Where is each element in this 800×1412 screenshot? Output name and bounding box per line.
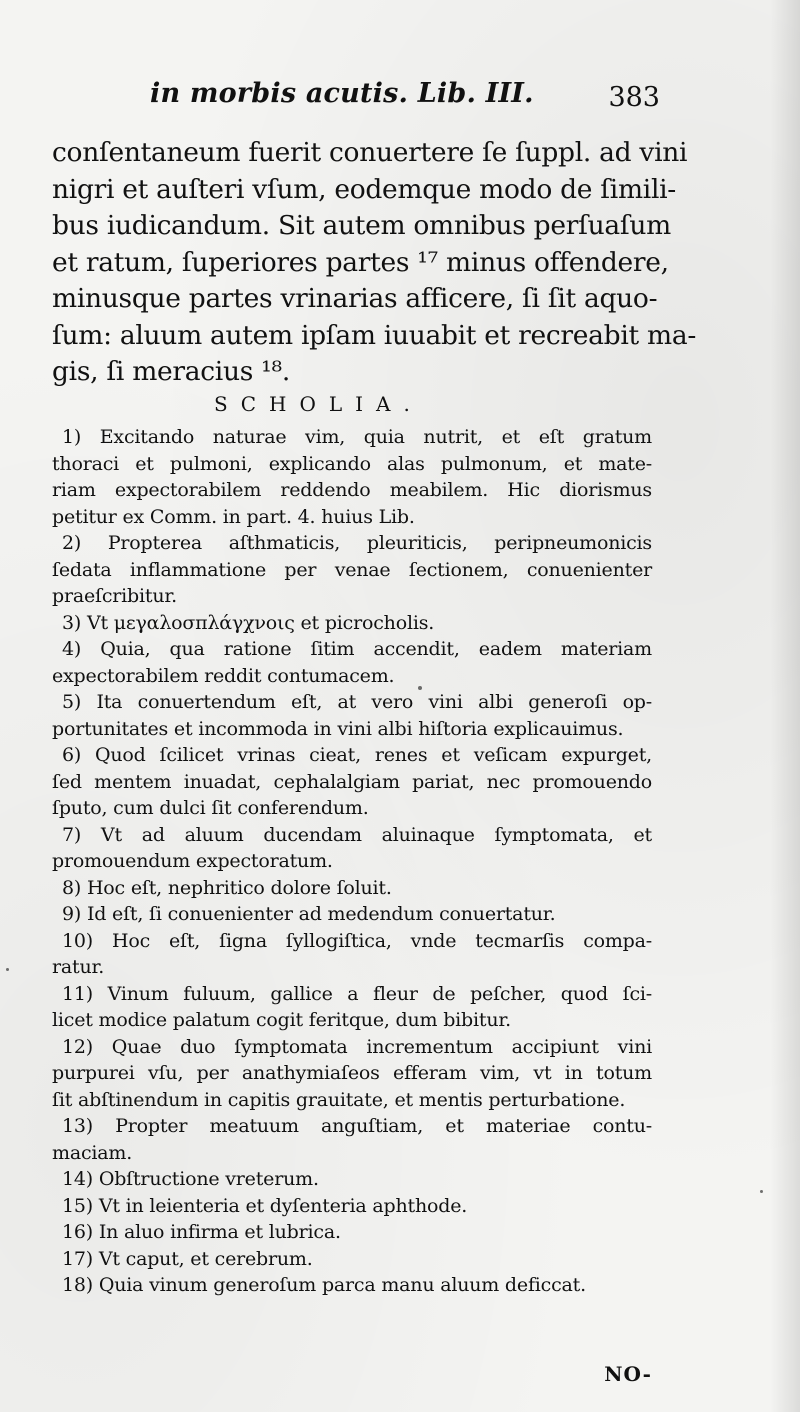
- scholion-note-line: 2) Propterea aſthmaticis, pleuriticis, peripneumonicis: [62, 532, 652, 554]
- page-number: 383: [608, 82, 660, 113]
- scholion-note-continuation: thoraci et pulmoni, explicando alas pulmonum, et mate-: [52, 452, 652, 475]
- main-text-line: ſum: aluum autem ipſam iuuabit et recreabit ma-: [52, 319, 696, 351]
- scholion-note-line: 15) Vt in leienteria et dyſenteria aphthode.: [62, 1194, 468, 1217]
- main-text-line: conſentaneum fuerit conuertere ſe ſuppl. ad vini: [52, 137, 688, 168]
- ink-speck: [760, 1190, 763, 1193]
- scholia-heading: SCHOLIA.: [214, 392, 423, 416]
- ink-speck: [418, 686, 422, 690]
- main-text-block: [52, 135, 696, 391]
- scholion-note-line: 7) Vt ad aluum ducendam aluinaque ſymptomata, et: [62, 823, 652, 846]
- scholion-note-line: 4) Quia, qua ratione ſitim accendit, eadem materiam: [62, 638, 652, 660]
- page-header: [150, 78, 660, 122]
- scholion-note-line: 6) Quod ſcilicet vrinas cieat, renes et veſicam expurget,: [62, 744, 652, 766]
- ink-speck: [6, 968, 9, 971]
- scholion-note-line: 10) Hoc eſt, ſigna ſyllogiſtica, vnde tecmarſis compa-: [62, 929, 652, 952]
- scholion-note-line: 18) Quia vinum generoſum parca manu aluum deficcat.: [62, 1274, 586, 1296]
- scholion-note-continuation: ſedata inflammatione per venae ſectionem, conuenienter: [52, 558, 652, 581]
- main-text-line: minusque partes vrinarias afficere, ſi ſit aquo-: [52, 283, 658, 314]
- scholion-note-line: 14) Obſtructione vreterum.: [62, 1168, 319, 1190]
- scholion-note-continuation: promouendum expectoratum.: [52, 850, 333, 872]
- scholion-note-line: 5) Ita conuertendum eſt, at vero vini albi generoſi op-: [62, 691, 652, 713]
- scholion-note-continuation: petitur ex Comm. in part. 4. huius Lib.: [52, 505, 415, 528]
- scholion-note-line: 12) Quae duo ſymptomata incrementum accipiunt vini: [62, 1035, 652, 1058]
- scholion-note-continuation: expectorabilem reddit contumacem.: [52, 664, 395, 687]
- scholion-note-line: 16) In aluo infirma et lubrica.: [62, 1221, 341, 1243]
- scholion-note-continuation: ratur.: [52, 956, 105, 978]
- scholion-note-line: 13) Propter meatuum anguſtiam, et materiae contu-: [62, 1115, 652, 1137]
- main-text-line: bus iudicandum. Sit autem omnibus perſuaſum: [52, 210, 671, 241]
- scholion-note-line: 17) Vt caput, et cerebrum.: [62, 1247, 313, 1270]
- main-text-line: nigri et auſteri vſum, eodemque modo de ſimili-: [52, 173, 676, 205]
- main-text-line: et ratum, ſuperiores partes ¹⁷ minus offendere,: [52, 246, 669, 278]
- scholion-note-line: 9) Id eſt, ſi conuenienter ad medendum conuertatur.: [62, 903, 556, 925]
- scholia-notes: [52, 424, 652, 1299]
- scholion-note-continuation: riam expectorabilem reddendo meabilem. Hic diorismus: [52, 479, 652, 501]
- scholion-note-continuation: licet modice palatum cogit feritque, dum bibitur.: [52, 1009, 511, 1031]
- main-text-line: gis, ſi meracius ¹⁸.: [52, 356, 290, 387]
- catchword: NO-: [604, 1362, 652, 1386]
- scholion-note-continuation: ſed mentem inuadat, cephalalgiam pariat, nec promouendo: [52, 770, 652, 793]
- scholion-note-continuation: praeſcribitur.: [52, 585, 177, 607]
- page-edge-shadow: [770, 0, 800, 1412]
- running-head: in morbis acutis. Lib. III.: [150, 78, 534, 109]
- scholion-note-line: 1) Excitando naturae vim, quia nutrit, et eſt gratum: [62, 426, 652, 448]
- scholion-note-line: 3) Vt μεγαλοσπλάγχνοις et picrocholis.: [62, 611, 435, 634]
- scholion-note-line: 11) Vinum fuluum, gallice a fleur de peſcher, quod ſci-: [62, 982, 652, 1005]
- scholion-note-line: 8) Hoc eſt, nephritico dolore ſoluit.: [62, 876, 392, 899]
- scholion-note-continuation: portunitates et incommoda in vini albi hiſtoria explicauimus.: [52, 717, 624, 740]
- scholion-note-continuation: maciam.: [52, 1141, 133, 1164]
- scholion-note-continuation: ſputo, cum dulci ſit conferendum.: [52, 797, 369, 819]
- scholion-note-continuation: purpurei vſu, per anathymiaſeos efferam vim, vt in totum: [52, 1062, 652, 1084]
- scholion-note-continuation: ſit abſtinendum in capitis grauitate, et mentis perturbatione.: [52, 1088, 626, 1111]
